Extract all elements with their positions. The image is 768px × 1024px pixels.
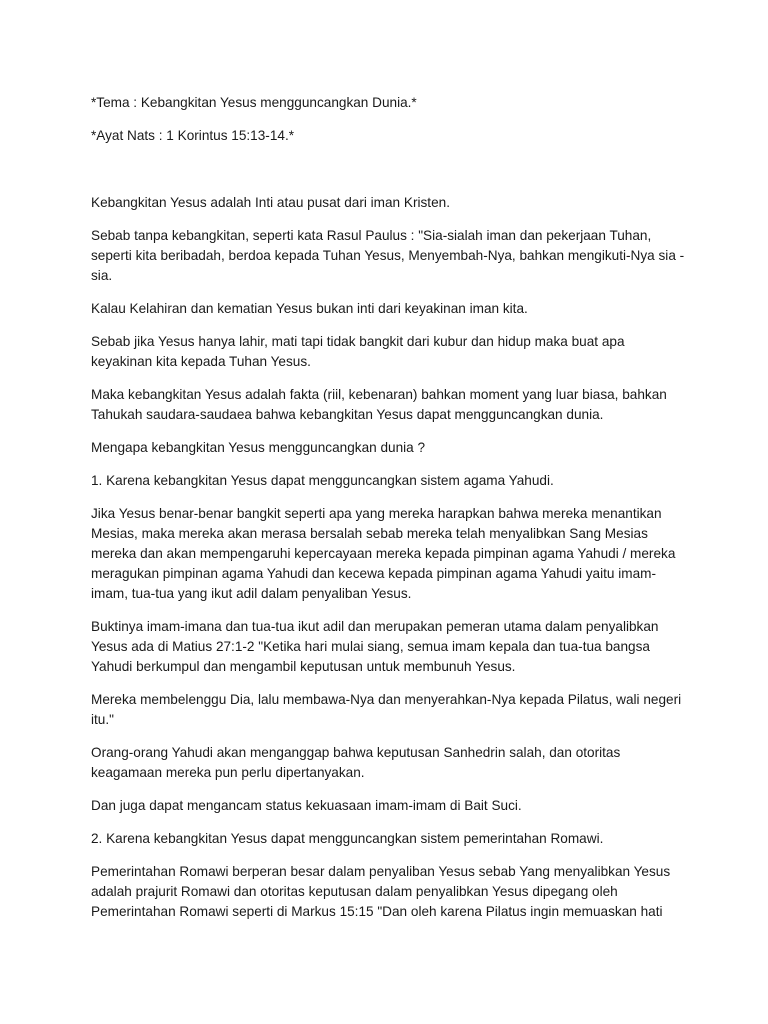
paragraph: Sebab jika Yesus hanya lahir, mati tapi tidak bangkit dari kubur dan hidup maka buat apa keyakinan kita kepada Tuhan Yesus.: [91, 334, 625, 369]
paragraph: Dan juga dapat mengancam status kekuasaan imam-imam di Bait Suci.: [91, 798, 522, 813]
document-body: [91, 93, 687, 935]
theme-line: *Tema : Kebangkitan Yesus mengguncangkan Dunia.*: [91, 95, 417, 110]
paragraph: Kalau Kelahiran dan kematian Yesus bukan inti dari keyakinan iman kita.: [91, 301, 528, 316]
paragraph: Pemerintahan Romawi berperan besar dalam penyaliban Yesus sebab Yang menyalibkan Yesus adalah prajurit Romawi dan otoritas keputusan dalam penyalibkan Yesus dipegang oleh Pemerintahan Romawi seperti di Markus 15:15 "Dan oleh karena Pilatus ingin memuaskan hati: [91, 864, 671, 919]
point-heading: 1. Karena kebangkitan Yesus dapat mengguncangkan sistem agama Yahudi.: [91, 473, 554, 488]
paragraph: Kebangkitan Yesus adalah Inti atau pusat dari iman Kristen.: [91, 195, 450, 210]
paragraph: Orang-orang Yahudi akan menganggap bahwa keputusan Sanhedrin salah, dan otoritas keagamaan mereka pun perlu dipertanyakan.: [91, 745, 621, 780]
paragraph: Jika Yesus benar-benar bangkit seperti apa yang mereka harapkan bahwa mereka menantikan Mesias, maka mereka akan merasa bersalah sebab mereka telah menyalibkan Sang Mesias mereka dan akan mempengaruhi kepercayaan mereka kepada pimpinan agama Yahudi / mereka meragukan pimpinan agama Yahudi dan kecewa kepada pimpinan agama Yahudi yaitu imam-imam, tua-tua yang ikut adil dalam penyaliban Yesus.: [91, 506, 676, 601]
paragraph: Buktinya imam-imana dan tua-tua ikut adil dan merupakan pemeran utama dalam penyalibkan Yesus ada di Matius 27:1-2 "Ketika hari mulai siang, semua imam kepala dan tua-tua bangsa Yahudi berkumpul dan mengambil keputusan untuk membunuh Yesus.: [91, 619, 659, 674]
blank-spacer: [91, 159, 687, 193]
paragraph: Maka kebangkitan Yesus adalah fakta (riil, kebenaran) bahkan moment yang luar biasa, bahkan Tahukah saudara-saudaea bahwa kebangkitan Yesus dapat mengguncangkan dunia.: [91, 387, 667, 422]
paragraph: Mereka membelenggu Dia, lalu membawa-Nya dan menyerahkan-Nya kepada Pilatus, wali negeri itu.": [91, 692, 682, 727]
question-heading: Mengapa kebangkitan Yesus mengguncangkan dunia ?: [91, 440, 426, 455]
verse-line: *Ayat Nats : 1 Korintus 15:13-14.*: [91, 128, 295, 143]
paragraph: Sebab tanpa kebangkitan, seperti kata Rasul Paulus : "Sia-sialah iman dan pekerjaan Tuhan, seperti kita beribadah, berdoa kepada Tuhan Yesus, Menyembah-Nya, bahkan mengikuti-Nya sia -sia.: [91, 228, 685, 283]
point-heading: 2. Karena kebangkitan Yesus dapat mengguncangkan sistem pemerintahan Romawi.: [91, 831, 604, 846]
